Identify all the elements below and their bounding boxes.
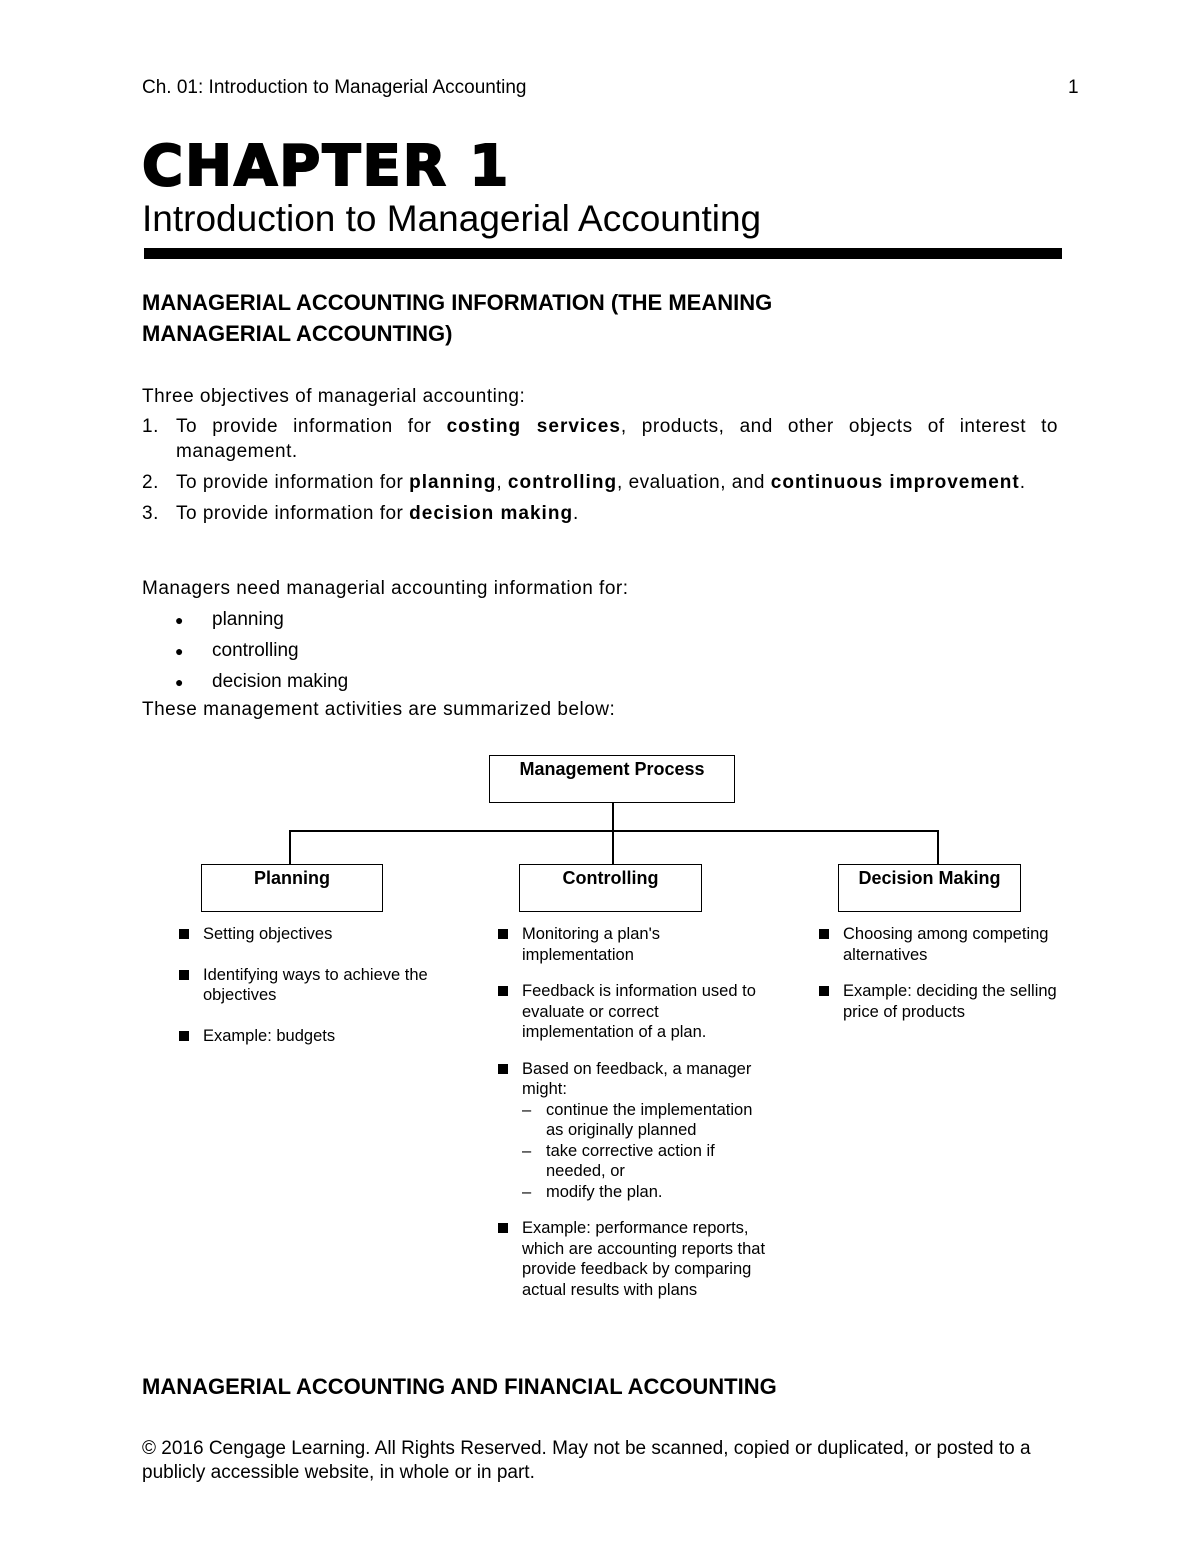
sub-list-item: – take corrective action if needed, or bbox=[522, 1141, 715, 1180]
summary-line: These management activities are summarized below: bbox=[142, 699, 616, 720]
square-bullet-icon bbox=[498, 929, 508, 939]
page-number: 1 bbox=[1068, 77, 1079, 98]
objective-number: 1. bbox=[142, 416, 159, 437]
list-item: Example: budgets bbox=[175, 1026, 465, 1047]
decision-making-items bbox=[815, 924, 1090, 1038]
bullet-icon: ● bbox=[175, 611, 184, 628]
list-item: Example: deciding the selling price of products bbox=[815, 981, 1090, 1022]
sub-list-item: – modify the plan. bbox=[522, 1182, 663, 1201]
copyright-footer: © 2016 Cengage Learning. All Rights Reserved. May not be scanned, copied or duplicated, or posted to a publicly accessible website, in whole or in part. bbox=[142, 1438, 1031, 1483]
square-bullet-icon bbox=[179, 1031, 189, 1041]
section-heading-managerial-info bbox=[142, 287, 1042, 349]
controlling-box: Controlling bbox=[519, 864, 702, 912]
objective-item bbox=[142, 501, 1058, 526]
list-item: Choosing among competing alternatives bbox=[815, 924, 1090, 965]
objective-text: To provide information for costing services, products, and other objects of interest to management. bbox=[176, 416, 1058, 462]
list-item: ● decision making bbox=[175, 670, 349, 692]
sub-list-item: – continue the implementation as originally planned bbox=[522, 1100, 753, 1139]
objective-item bbox=[142, 470, 1058, 495]
objective-text: To provide information for planning, controlling, evaluation, and continuous improvement. bbox=[176, 472, 1026, 493]
dash-icon: – bbox=[522, 1100, 532, 1119]
connector-line bbox=[612, 803, 614, 865]
decision-making-box: Decision Making bbox=[838, 864, 1021, 912]
objective-number: 3. bbox=[142, 503, 159, 524]
section-heading-line: MANAGERIAL ACCOUNTING) bbox=[142, 321, 453, 346]
bullet-icon: ● bbox=[175, 673, 184, 690]
diagram-root-box: Management Process bbox=[489, 755, 735, 803]
list-item: ● controlling bbox=[175, 639, 299, 661]
list-item: Monitoring a plan's implementation bbox=[494, 924, 774, 965]
needs-list bbox=[175, 604, 348, 697]
chapter-subtitle: Introduction to Managerial Accounting bbox=[142, 198, 762, 239]
objective-text: To provide information for decision making. bbox=[176, 503, 579, 524]
connector-line bbox=[937, 830, 939, 865]
objectives-intro: Three objectives of managerial accounting: bbox=[142, 386, 526, 407]
square-bullet-icon bbox=[179, 970, 189, 980]
square-bullet-icon bbox=[819, 929, 829, 939]
connector-line bbox=[289, 830, 291, 865]
square-bullet-icon bbox=[819, 986, 829, 996]
planning-items bbox=[175, 924, 465, 1062]
title-rule bbox=[144, 248, 1062, 259]
needs-intro: Managers need managerial accounting information for: bbox=[142, 578, 629, 599]
controlling-items bbox=[494, 924, 774, 1316]
list-item: ● planning bbox=[175, 608, 284, 630]
square-bullet-icon bbox=[498, 1064, 508, 1074]
bullet-icon: ● bbox=[175, 642, 184, 659]
list-item: Example: performance reports, which are accounting reports that provide feedback by comparing actual results with plans bbox=[494, 1218, 774, 1300]
square-bullet-icon bbox=[498, 986, 508, 996]
connector-line bbox=[289, 830, 939, 832]
list-item: Identifying ways to achieve the objectives bbox=[175, 965, 465, 1006]
list-item: Feedback is information used to evaluate or correct implementation of a plan. bbox=[494, 981, 774, 1043]
running-header-title: Ch. 01: Introduction to Managerial Accounting bbox=[142, 77, 527, 98]
square-bullet-icon bbox=[179, 929, 189, 939]
list-item: Based on feedback, a manager might: – continue the implementation as originally planned – take corrective action if needed, or – modify the plan. bbox=[494, 1059, 774, 1203]
section-heading-line: MANAGERIAL ACCOUNTING INFORMATION (THE MEANING bbox=[142, 290, 773, 315]
planning-box: Planning bbox=[201, 864, 383, 912]
objective-number: 2. bbox=[142, 472, 159, 493]
list-item: Setting objectives bbox=[175, 924, 465, 945]
section-heading-mgr-vs-financial: MANAGERIAL ACCOUNTING AND FINANCIAL ACCOUNTING bbox=[142, 1374, 777, 1399]
objective-item bbox=[142, 414, 1058, 464]
square-bullet-icon bbox=[498, 1223, 508, 1233]
dash-icon: – bbox=[522, 1182, 532, 1201]
objectives-list bbox=[142, 414, 1058, 532]
chapter-label: CHAPTER 1 bbox=[142, 134, 511, 199]
dash-icon: – bbox=[522, 1141, 532, 1160]
